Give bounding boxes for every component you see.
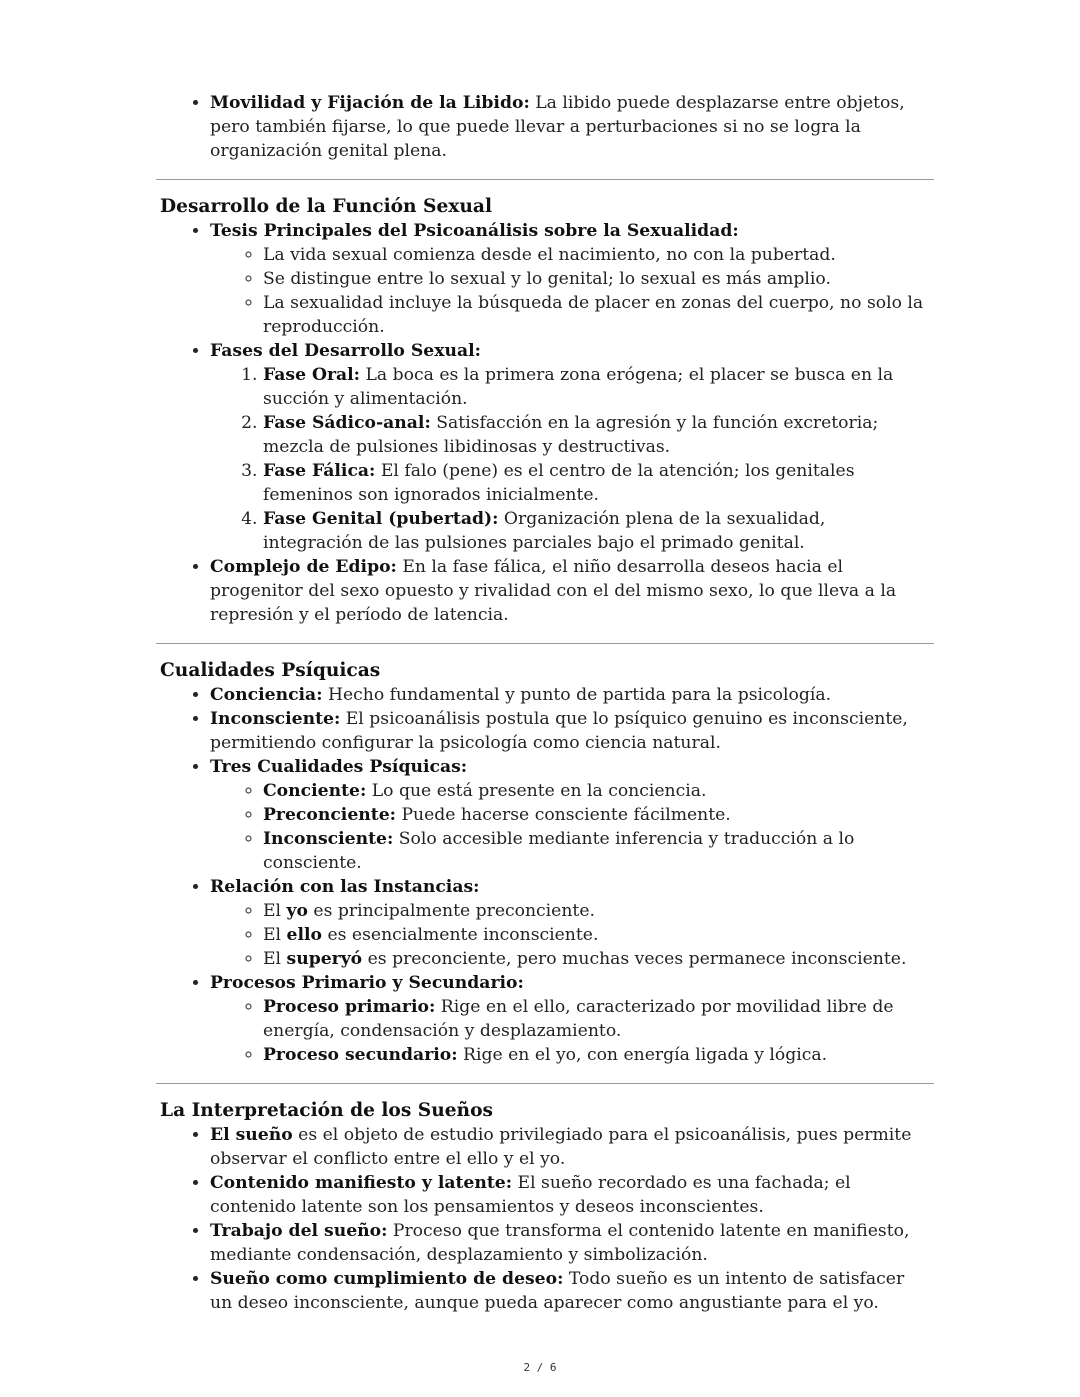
list-item: • Movilidad y Fijación de la Libido: La libido puede desplazarse entre objetos, pero también fijarse, lo que puede llevar a perturbaciones si no se logra la organización genital plena.	[210, 91, 930, 163]
list-item: • Procesos Primario y Secundario: ◦ Proceso primario: Rige en el ello, caracterizado por movilidad libre de energía, condensación y desplazamiento. ◦ Proceso secundario: Rige en el yo, con energía ligada y lógica.	[210, 971, 930, 1067]
procesos-sublist	[210, 995, 930, 1067]
list-item: • Contenido manifiesto y latente: El sueño recordado es una fachada; el contenido latente son los pensamientos y deseos inconscientes.	[210, 1171, 930, 1219]
list-item: • Trabajo del sueño: Proceso que transforma el contenido latente en manifiesto, mediante condensación, desplazamiento y simbolización.	[210, 1219, 930, 1267]
list-item: • Conciencia: Hecho fundamental y punto de partida para la psicología.	[210, 683, 930, 707]
list-item: ◦ Conciente: Lo que está presente en la conciencia.	[263, 779, 930, 803]
list-item: ◦ El ello es esencialmente inconsciente.	[263, 923, 930, 947]
list-item: • Tres Cualidades Psíquicas: ◦ Conciente: Lo que está presente en la conciencia. ◦ Preconciente: Puede hacerse consciente fácilmente. ◦ Inconsciente: Solo accesible mediante inferencia y traducción a lo consciente.	[210, 755, 930, 875]
list-item: 2. Fase Sádico-anal: Satisfacción en la agresión y la función excretoria; mezcla de pulsiones libidinosas y destructivas.	[263, 411, 930, 459]
list-item: ◦ Proceso secundario: Rige en el yo, con energía ligada y lógica.	[263, 1043, 930, 1067]
divider	[156, 643, 934, 644]
top-list	[160, 91, 930, 163]
list-item: ◦ Proceso primario: Rige en el ello, caracterizado por movilidad libre de energía, condensación y desplazamiento.	[263, 995, 930, 1043]
relacion-sublist	[210, 899, 930, 971]
section-title-desarrollo: Desarrollo de la Función Sexual	[160, 196, 493, 217]
page-number: 2 / 6	[523, 1361, 557, 1374]
list-item: ◦ El superyó es preconciente, pero muchas veces permanece inconsciente.	[263, 947, 930, 971]
fases-sublist	[210, 363, 930, 555]
list-item: • Sueño como cumplimiento de deseo: Todo sueño es un intento de satisfacer un deseo inconsciente, aunque pueda aparecer como angustiante para el yo.	[210, 1267, 930, 1315]
list-item: • Relación con las Instancias: ◦ El yo es principalmente preconciente. ◦ El ello es esencialmente inconsciente. ◦ El superyó es preconciente, pero muchas veces permanece inconsciente.	[210, 875, 930, 971]
section-title-suenos: La Interpretación de los Sueños	[160, 1100, 493, 1121]
page-content	[160, 91, 930, 1315]
divider	[156, 1083, 934, 1084]
list-item: 3. Fase Fálica: El falo (pene) es el centro de la atención; los genitales femeninos son ignorados inicialmente.	[263, 459, 930, 507]
desarrollo-list	[160, 219, 930, 627]
cualidades-list	[160, 683, 930, 1067]
list-item: • Inconsciente: El psicoanálisis postula que lo psíquico genuino es inconsciente, permitiendo configurar la psicología como ciencia natural.	[210, 707, 930, 755]
list-item: 4. Fase Genital (pubertad): Organización plena de la sexualidad, integración de las pulsiones parciales bajo el primado genital.	[263, 507, 930, 555]
list-item: • Fases del Desarrollo Sexual: 1. Fase Oral: La boca es la primera zona erógena; el placer se busca en la succión y alimentación. 2. Fase Sádico-anal: Satisfacción en la agresión y la función excretoria; mezcla de pulsiones libidinosas y destructivas. 3. Fase Fálica: El falo (pene) es el centro de la atención; los genitales femeninos son ignorados inicialmente. 4. Fase Genital (pubertad): Organización plena de la sexualidad, integración de las pulsiones parciales bajo el primado genital.	[210, 339, 930, 555]
list-item: ◦ Inconsciente: Solo accesible mediante inferencia y traducción a lo consciente.	[263, 827, 930, 875]
list-item: ◦ Preconciente: Puede hacerse consciente fácilmente.	[263, 803, 930, 827]
divider	[156, 179, 934, 180]
tesis-sublist	[210, 243, 930, 339]
tres-sublist	[210, 779, 930, 875]
list-item: • Tesis Principales del Psicoanálisis sobre la Sexualidad: ◦ La vida sexual comienza desde el nacimiento, no con la pubertad. ◦ Se distingue entre lo sexual y lo genital; lo sexual es más amplio. ◦ La sexualidad incluye la búsqueda de placer en zonas del cuerpo, no solo la reproducción.	[210, 219, 930, 339]
section-title-cualidades: Cualidades Psíquicas	[160, 660, 381, 681]
list-item: ◦ La sexualidad incluye la búsqueda de placer en zonas del cuerpo, no solo la reproducción.	[263, 291, 930, 339]
list-item: ◦ Se distingue entre lo sexual y lo genital; lo sexual es más amplio.	[263, 267, 930, 291]
list-item: • El sueño es el objeto de estudio privilegiado para el psicoanálisis, pues permite observar el conflicto entre el ello y el yo.	[210, 1123, 930, 1171]
list-item: 1. Fase Oral: La boca es la primera zona erógena; el placer se busca en la succión y alimentación.	[263, 363, 930, 411]
list-item: ◦ La vida sexual comienza desde el nacimiento, no con la pubertad.	[263, 243, 930, 267]
suenos-list	[160, 1123, 930, 1315]
list-item: • Complejo de Edipo: En la fase fálica, el niño desarrolla deseos hacia el progenitor del sexo opuesto y rivalidad con el del mismo sexo, lo que lleva a la represión y el período de latencia.	[210, 555, 930, 627]
list-item: ◦ El yo es principalmente preconciente.	[263, 899, 930, 923]
